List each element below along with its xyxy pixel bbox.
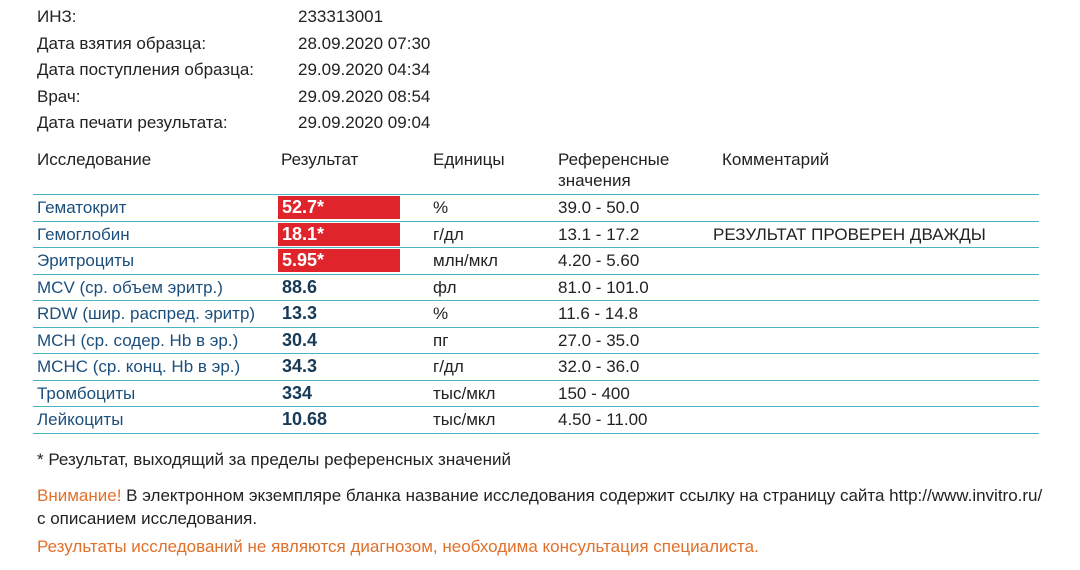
meta-label: Врач:: [37, 86, 81, 106]
header-test: Исследование: [37, 150, 152, 169]
meta-value: 29.09.2020 04:34: [298, 60, 431, 79]
unit-value: пг: [433, 330, 449, 350]
meta-value: 29.09.2020 08:54: [298, 86, 431, 106]
table-row: [33, 406, 1039, 434]
attention-text: В электронном экземпляре бланка название исследования содержит ссылку на страницу сайта http://www.invitro.ru/с описанием исследования.: [37, 486, 1043, 528]
test-name-link[interactable]: Лейкоциты: [37, 410, 124, 429]
meta-row: [37, 4, 737, 31]
header-comment: Комментарий: [722, 150, 830, 169]
footnote: * Результат, выходящий за пределы референсных значений: [37, 450, 511, 469]
meta-row: [37, 31, 737, 58]
unit-value: г/дл: [433, 357, 464, 376]
meta-row: [37, 57, 737, 84]
table-row: [33, 221, 1039, 248]
result-value: 13.3: [282, 303, 318, 323]
reference-range: 32.0 - 36.0: [558, 357, 640, 376]
result-value: 334: [282, 382, 313, 403]
result-value: 88.6: [282, 276, 318, 297]
attention-label: Внимание!: [37, 486, 122, 505]
meta-label: ИНЗ:: [37, 7, 77, 26]
test-name-link[interactable]: Тромбоциты: [37, 383, 136, 403]
header-reference: [558, 149, 669, 191]
result-value: 34.3: [282, 356, 318, 376]
results-table: [33, 194, 1039, 434]
result-value: 5.95*: [278, 249, 400, 272]
attention-note: [37, 484, 1047, 530]
unit-value: тыс/мкл: [433, 410, 496, 429]
table-row: [33, 353, 1039, 380]
header-result: Результат: [281, 150, 359, 169]
table-row: [33, 247, 1039, 274]
test-name-link[interactable]: Гематокрит: [37, 198, 127, 217]
reference-range: 4.20 - 5.60: [558, 251, 640, 270]
reference-range: 27.0 - 35.0: [558, 330, 640, 350]
reference-range: 4.50 - 11.00: [558, 410, 648, 429]
meta-label: Дата взятия образца:: [37, 33, 207, 53]
test-name-link[interactable]: Эритроциты: [37, 251, 135, 270]
unit-value: млн/мкл: [433, 251, 498, 270]
unit-value: г/дл: [433, 224, 464, 244]
test-name-link[interactable]: Гемоглобин: [37, 224, 130, 244]
header-units: Единицы: [433, 150, 505, 169]
result-value: 52.7*: [278, 196, 400, 219]
result-value: 30.4: [282, 329, 318, 350]
test-name-link[interactable]: MCHC (ср. конц. Hb в эр.): [37, 357, 241, 376]
result-value: 18.1*: [278, 223, 400, 246]
table-row: [33, 380, 1039, 407]
meta-row: [37, 110, 737, 137]
unit-value: %: [433, 304, 449, 323]
table-row: [33, 274, 1039, 301]
meta-row: [37, 84, 737, 111]
reference-range: 81.0 - 101.0: [558, 277, 649, 297]
meta-label: Дата поступления образца:: [37, 60, 255, 79]
reference-range: 11.6 - 14.8: [558, 304, 639, 323]
meta-value: 28.09.2020 07:30: [298, 33, 431, 53]
result-value: 10.68: [282, 409, 328, 429]
reference-range: 39.0 - 50.0: [558, 198, 640, 217]
reference-range: 150 - 400: [558, 383, 630, 403]
test-name-link[interactable]: MCH (ср. содер. Hb в эр.): [37, 330, 239, 350]
unit-value: фл: [433, 277, 457, 297]
table-row: [33, 300, 1039, 327]
meta-label: Дата печати результата:: [37, 113, 228, 132]
test-name-link[interactable]: RDW (шир. распред. эритр): [37, 304, 256, 323]
reference-range: 13.1 - 17.2: [558, 224, 640, 244]
disclaimer: Результаты исследований не являются диагнозом, необходима консультация специалиста.: [37, 537, 759, 556]
table-row: [33, 327, 1039, 354]
comment-value: РЕЗУЛЬТАТ ПРОВЕРЕН ДВАЖДЫ: [713, 224, 986, 244]
unit-value: %: [433, 198, 449, 217]
table-header: [37, 149, 1037, 193]
header-reference-line2: значения: [558, 171, 631, 190]
test-name-link[interactable]: MCV (ср. объем эритр.): [37, 277, 223, 297]
unit-value: тыс/мкл: [433, 383, 496, 403]
sample-info: [37, 4, 737, 137]
table-row: [33, 194, 1039, 221]
meta-value: 29.09.2020 09:04: [298, 113, 431, 132]
meta-value: 233313001: [298, 7, 384, 26]
header-reference-line1: Референсные: [558, 150, 670, 169]
